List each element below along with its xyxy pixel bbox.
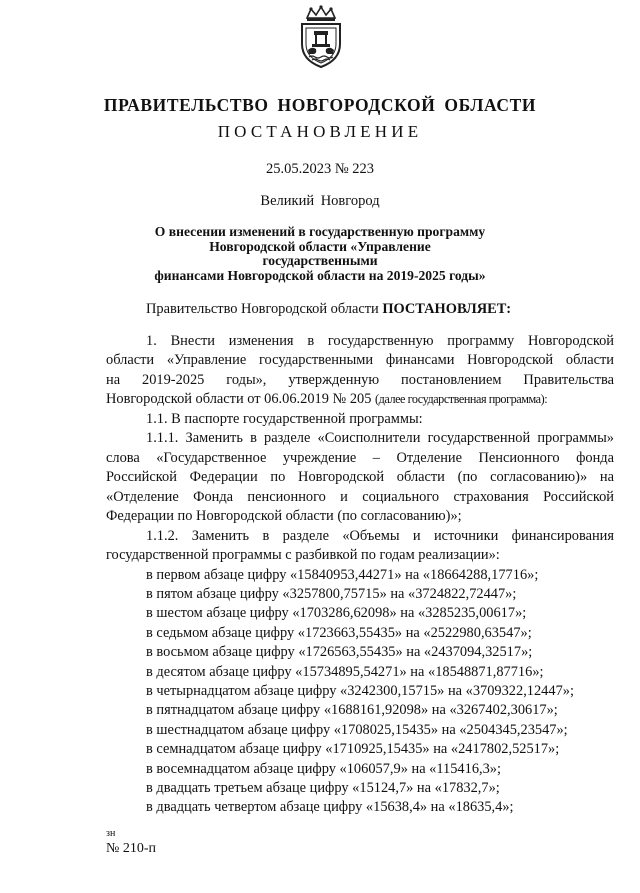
list-item: в пятом абзаце цифру «3257800,75715» на «3724822,72447»; (146, 585, 517, 602)
list-item: в восьмом абзаце цифру «1726563,55435» на «2437094,32517»; (146, 644, 533, 661)
list-item: в двадцать четвертом абзаце цифру «15638,4» на «18635,4»; (146, 799, 514, 816)
document-body (106, 300, 614, 818)
paragraph-1-last-text: Новгородской области от 06.06.2019 № 205 (106, 391, 376, 407)
paragraph-1-line: 1. Внести изменения в государственную программу Новгородской (146, 332, 614, 349)
government-title: ПРАВИТЕЛЬСТВО НОВГОРОДСКОЙ ОБЛАСТИ (103, 95, 537, 115)
coat-of-arms-emblem (295, 4, 347, 70)
paragraph-1-1-1-last: Федерации по Новгородской области (по согласованию)»; (106, 508, 462, 524)
document-type: ПОСТАНОВЛЕНИЕ (217, 122, 423, 141)
list-item: в шестнадцатом абзаце цифру «1708025,15435» на «2504345,23547»; (146, 721, 568, 738)
paragraph-1-1-1-line: Российской Федерации по Новгородской области (по согласованию)» на (106, 469, 614, 485)
list-item: в шестом абзаце цифру «1703286,62098» на «3285235,00617»; (146, 605, 527, 622)
paragraph-1-line: области «Управление государственными финансами Новгородской области (106, 352, 614, 368)
footer-document-number: № 210-п (106, 841, 157, 856)
paragraph-1-last-small: (далее государственная программа): (375, 392, 548, 406)
list-item: в седьмом абзаце цифру «1723663,55435» на «2522980,63547»; (146, 624, 532, 641)
paragraph-1-1-1-line: 1.1.1. Заменить в разделе «Соисполнители государственной программы» (146, 430, 614, 446)
paragraph-1-line: на 2019-2025 годы», утвержденную постановлением Правительства (106, 371, 614, 388)
list-item: в первом абзаце цифру «15840953,44271» на «18664288,17716»; (146, 566, 539, 583)
document-subject (150, 225, 490, 283)
paragraph-1-last (106, 390, 614, 410)
subject-line: О внесении изменений в государственную программу (154, 224, 486, 239)
paragraph-1-1-1-line: «Отделение Фонда пенсионного и социального страхования Российской (106, 488, 614, 505)
paragraph-1-1-2-line: 1.1.2. Заменить в разделе «Объемы и источники финансирования (146, 527, 614, 544)
city: Великий Новгород (260, 193, 380, 209)
paragraph-1-1-2-last: государственной программы с разбивкой по годам реализации»: (106, 547, 500, 563)
subject-line: финансами Новгородской области на 2019-2025 годы» (154, 267, 486, 283)
paragraph-1-1: 1.1. В паспорте государственной программы: (146, 410, 423, 427)
list-item: в двадцать третьем абзаце цифру «15124,7» на «17832,7»; (146, 779, 500, 796)
preamble-text: Правительство Новгородской области (146, 301, 383, 317)
list-item: в десятом абзаце цифру «15734895,54271» на «18548871,87716»; (146, 663, 544, 680)
list-item: в четырнадцатом абзаце цифру «3242300,15715» на «3709322,12447»; (146, 682, 574, 699)
paragraph-1-1-1-line: слова «Государственное учреждение – Отделение Пенсионного фонда (106, 449, 614, 466)
subject-line: Новгородской области «Управление государственными (209, 238, 431, 268)
date-and-number: 25.05.2023 № 223 (265, 161, 375, 177)
preamble-resolves: ПОСТАНОВЛЯЕТ: (382, 301, 512, 317)
preamble (106, 300, 614, 320)
footer-zn: зн (106, 828, 116, 839)
list-item: в восемнадцатом абзаце цифру «106057,9» на «115416,3»; (146, 760, 502, 777)
list-item: в семнадцатом абзаце цифру «1710925,15435» на «2417802,52517»; (146, 741, 560, 758)
list-item: в пятнадцатом абзаце цифру «1688161,92098» на «3267402,30617»; (146, 702, 558, 719)
